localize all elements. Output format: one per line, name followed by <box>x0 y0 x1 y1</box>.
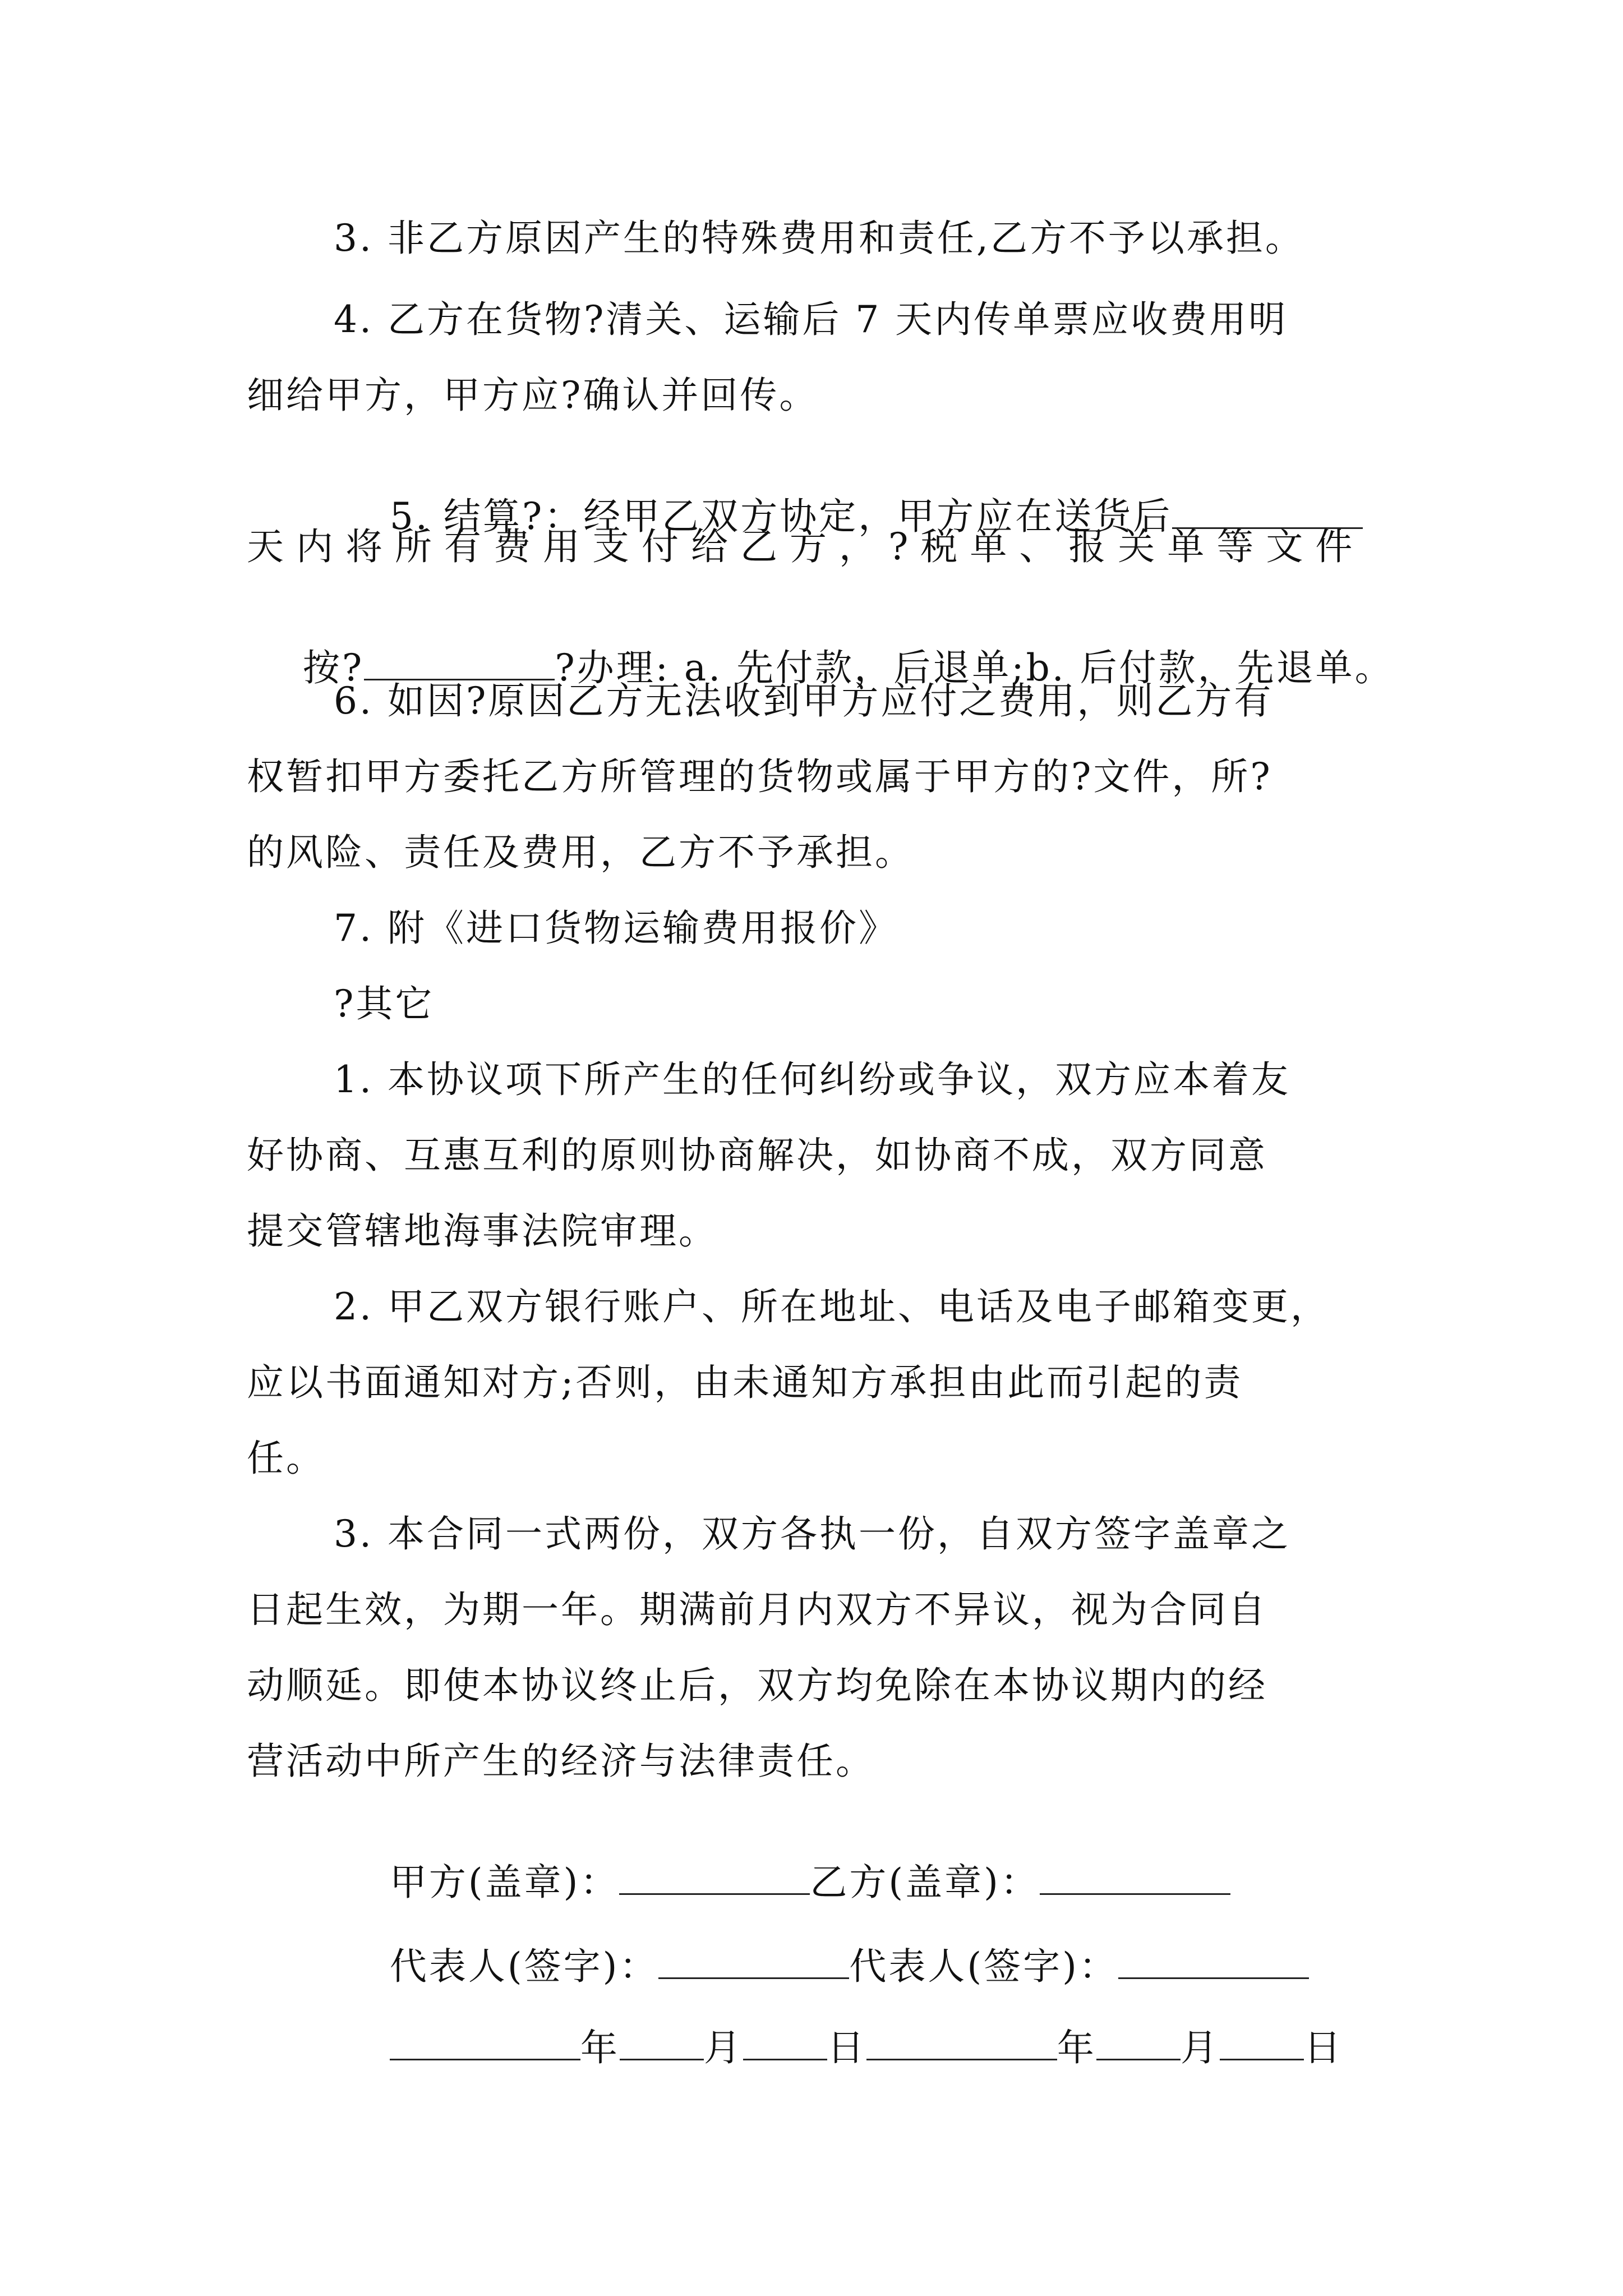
party-a-month-blank <box>620 2025 704 2060</box>
party-a-rep-label: 代表人(签字)： <box>389 1945 659 1988</box>
party-b-seal-blank <box>1040 1860 1230 1895</box>
other-clause-1-line-3: 提交管辖地海事法院审理。 <box>247 1209 718 1253</box>
clause-6-line-1: 6. 如因?原因乙方无法收到甲方应付之费用，则乙方有 <box>334 679 1274 723</box>
party-a-year-blank <box>390 2025 580 2060</box>
party-b-rep-blank <box>1118 1944 1309 1979</box>
party-a-month-label: 月 <box>703 2026 743 2069</box>
party-b-day-label: 日 <box>1303 2026 1343 2069</box>
party-b-year-blank <box>866 2025 1057 2060</box>
clause-5-line-1 <box>334 449 1363 538</box>
other-clause-2-line-3: 任。 <box>247 1437 325 1480</box>
handling-method-blank <box>364 645 555 680</box>
other-clause-1-line-1: 1. 本协议项下所产生的任何纠纷或争议，双方应本着友 <box>334 1058 1290 1101</box>
seal-line <box>334 1815 1230 1904</box>
party-a-day-blank <box>743 2025 827 2060</box>
clause-5-text: 5. 结算?：经甲乙双方协定，甲方应在送货后 <box>389 495 1173 538</box>
clause-3-line: 3. 非乙方原因产生的特殊费用和责任,乙方不予以承担。 <box>334 217 1304 260</box>
clause-5-line-3 <box>247 600 1394 689</box>
other-clause-3-line-3: 动顺延。即使本协议终止后，双方均免除在本协议期内的经 <box>247 1664 1267 1707</box>
clause-6-line-3: 的风险、责任及费用，乙方不予承担。 <box>247 831 914 874</box>
party-a-rep-blank <box>658 1944 849 1979</box>
party-b-day-blank <box>1220 2025 1304 2060</box>
clause-6-line-2: 权暂扣甲方委托乙方所管理的货物或属于甲方的?文件，所? <box>247 755 1272 798</box>
party-a-seal-label: 甲方(盖章)： <box>389 1861 620 1904</box>
other-clause-1-line-2: 好协商、互惠互利的原则协商解决，如协商不成，双方同意 <box>247 1134 1267 1177</box>
party-a-year-label: 年 <box>580 2026 620 2069</box>
party-b-month-label: 月 <box>1180 2026 1220 2069</box>
clause-7-line: 7. 附《进口货物运输费用报价》 <box>334 907 898 950</box>
other-clause-2-line-2: 应以书面通知对方;否则，由未通知方承担由此而引起的责 <box>247 1361 1243 1404</box>
party-b-year-label: 年 <box>1057 2026 1096 2069</box>
clause-4-line-1: 4. 乙方在货物?清关、运输后 7 天内传单票应收费用明 <box>334 298 1288 341</box>
clause-5-line-2: 天内将所有费用支付给乙方，?税单、报关单等文件 <box>247 525 1365 568</box>
clause-5-text-a: 按? <box>302 646 365 689</box>
section-heading-other: ?其它 <box>334 982 435 1025</box>
other-clause-3-line-1: 3. 本合同一式两份，双方各执一份，自双方签字盖章之 <box>334 1512 1290 1556</box>
settlement-days-blank <box>1172 494 1363 529</box>
party-a-day-label: 日 <box>827 2026 866 2069</box>
party-b-month-blank <box>1096 2025 1181 2060</box>
other-clause-3-line-2: 日起生效，为期一年。期满前月内双方不异议，视为合同自 <box>247 1588 1267 1631</box>
representative-line <box>334 1899 1309 1988</box>
other-clause-3-line-4: 营活动中所产生的经济与法律责任。 <box>247 1740 875 1783</box>
date-line <box>334 1980 1343 2069</box>
clause-5-text-b: ?办理: a. 先付款，后退单;b. 后付款，先退单。 <box>555 646 1394 689</box>
party-b-rep-label: 代表人(签字)： <box>849 1945 1118 1988</box>
party-b-seal-label: 乙方(盖章)： <box>810 1861 1040 1904</box>
clause-4-line-2: 细给甲方，甲方应?确认并回传。 <box>247 374 819 417</box>
other-clause-2-line-1: 2. 甲乙双方银行账户、所在地址、电话及电子邮箱变更， <box>334 1285 1330 1328</box>
party-a-seal-blank <box>619 1860 810 1895</box>
